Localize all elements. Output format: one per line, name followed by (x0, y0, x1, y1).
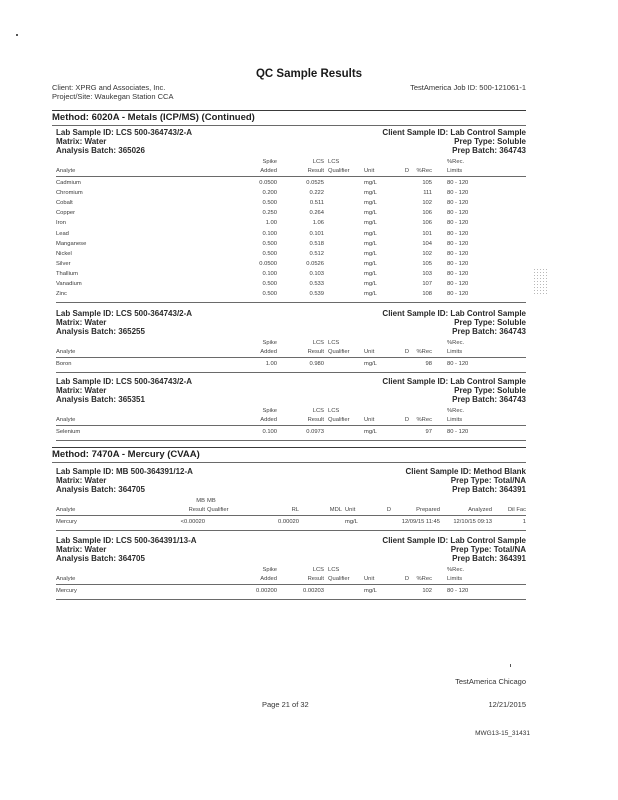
lab-sample-id: Lab Sample ID: LCS 500-364743/2-A (56, 309, 193, 318)
matrix: Matrix: Water (56, 386, 107, 395)
analyte-name: Chromium (56, 190, 83, 197)
table-cell: 80 - 120 (447, 190, 469, 197)
column-header: Spike (262, 567, 277, 573)
column-header: D (404, 417, 409, 423)
table-cell: 0.511 (309, 200, 324, 207)
column-header: Limits (447, 168, 463, 174)
analysis-batch: Analysis Batch: 365026 (56, 146, 145, 155)
analyte-name: Boron (56, 361, 72, 367)
prep-batch: Prep Batch: 364743 (452, 395, 526, 404)
page-title: QC Sample Results (255, 68, 363, 80)
column-header: D (404, 168, 409, 174)
table-cell: 106 (422, 220, 432, 227)
table-cell: 111 (423, 190, 432, 197)
table-cell: 12/09/15 11:45 (401, 519, 440, 525)
client-sample-id: Client Sample ID: Method Blank (405, 467, 526, 476)
column-header: Qualifier (328, 417, 350, 423)
column-header: LCS (312, 340, 324, 346)
column-header: D (404, 576, 409, 582)
table-cell: 0.200 (262, 190, 277, 197)
prep-batch: Prep Batch: 364391 (452, 554, 526, 563)
column-header: Dil Fac (507, 507, 526, 513)
table-cell: 0.00200 (256, 588, 277, 594)
analyte-name: Cobalt (56, 200, 73, 207)
column-header: Result (188, 507, 205, 513)
table-cell: mg/L (364, 220, 377, 227)
table-cell: 80 - 120 (447, 250, 469, 257)
table-cell: mg/L (364, 240, 377, 247)
table-cell: 80 - 120 (447, 210, 469, 217)
table-cell: 0.222 (309, 190, 324, 197)
table-cell: 105 (422, 260, 432, 267)
analyte-name: Zinc (56, 291, 67, 298)
column-header: %Rec. (447, 567, 465, 573)
table-cell: 0.512 (309, 250, 324, 257)
table-cell: 98 (425, 361, 432, 367)
scan-speck (16, 34, 18, 36)
table-cell: 103 (422, 270, 432, 277)
table-cell: <0.00020 (180, 519, 205, 525)
column-header: MB (207, 498, 216, 504)
column-header: %Rec. (447, 159, 465, 165)
column-header: Unit (364, 576, 375, 582)
table-cell: 0.500 (262, 281, 277, 287)
table-cell: 80 - 120 (447, 230, 469, 237)
table-cell: mg/L (364, 361, 377, 367)
table-cell: 0.0526 (306, 260, 324, 267)
table-cell: 106 (422, 210, 432, 217)
matrix: Matrix: Water (56, 545, 107, 554)
table-cell: 0.500 (262, 200, 277, 207)
rule-line (56, 357, 526, 358)
analyte-name: Nickel (56, 250, 72, 257)
column-header: Limits (447, 349, 463, 355)
analyte-name: Cadmium (56, 180, 81, 186)
column-header: D (404, 349, 409, 355)
column-header: Analyte (56, 417, 76, 423)
column-header: Unit (364, 349, 375, 355)
method-title: Method: 7470A - Mercury (CVAA) (52, 449, 200, 460)
column-header: Unit (345, 507, 356, 513)
analyte-name: Vanadium (56, 281, 82, 287)
analyte-name: Mercury (56, 588, 77, 594)
table-cell: mg/L (364, 291, 377, 298)
table-cell: 80 - 120 (447, 281, 469, 287)
table-cell: 80 - 120 (447, 180, 469, 186)
column-header: Analyte (56, 168, 76, 174)
method-title: Method: 6020A - Metals (ICP/MS) (Continued) (52, 112, 255, 123)
table-cell: 0.0525 (306, 180, 324, 186)
lab-name: TestAmerica Chicago (455, 677, 526, 686)
prep-type: Prep Type: Soluble (454, 137, 526, 146)
table-cell: 0.0973 (306, 429, 324, 435)
analyte-name: Iron (56, 220, 66, 227)
column-header: Qualifier (207, 507, 229, 513)
analyte-name: Mercury (56, 519, 77, 525)
client-sample-id: Client Sample ID: Lab Control Sample (382, 377, 526, 386)
matrix: Matrix: Water (56, 137, 107, 146)
table-cell: 1 (522, 519, 526, 525)
table-cell: 0.500 (262, 240, 277, 247)
table-cell: 0.250 (262, 210, 277, 217)
scan-speck (510, 664, 511, 667)
lab-sample-id: Lab Sample ID: MB 500-364391/12-A (56, 467, 193, 476)
table-cell: 0.00020 (278, 519, 299, 525)
table-cell: mg/L (364, 210, 377, 217)
column-header: Limits (447, 576, 463, 582)
table-cell: 0.103 (309, 270, 324, 277)
column-header: Spike (262, 408, 277, 414)
column-header: Added (260, 417, 277, 423)
table-cell: 80 - 120 (447, 429, 469, 435)
column-header: Analyte (56, 576, 76, 582)
column-header: Unit (364, 417, 375, 423)
table-cell: 1.00 (265, 361, 277, 367)
table-cell: mg/L (364, 270, 377, 277)
prep-type: Prep Type: Total/NA (450, 476, 526, 485)
column-header: Prepared (416, 507, 440, 513)
column-header: Qualifier (328, 168, 350, 174)
prep-batch: Prep Batch: 364391 (452, 485, 526, 494)
column-header: LCS (328, 567, 340, 573)
column-header: Analyzed (468, 507, 492, 513)
column-header: %Rec (416, 168, 432, 174)
rule-line (56, 302, 526, 303)
rule-line (56, 599, 526, 600)
column-header: Spike (262, 159, 277, 165)
analysis-batch: Analysis Batch: 364705 (56, 554, 145, 563)
prep-batch: Prep Batch: 364743 (452, 327, 526, 336)
table-cell: 0.0500 (259, 260, 277, 267)
matrix: Matrix: Water (56, 476, 107, 485)
analyte-name: Silver (56, 260, 71, 267)
prep-type: Prep Type: Soluble (454, 318, 526, 327)
table-cell: 80 - 120 (447, 260, 469, 267)
column-header: Spike (262, 340, 277, 346)
table-cell: mg/L (345, 519, 358, 525)
report-date: 12/21/2015 (488, 700, 526, 709)
table-cell: mg/L (364, 281, 377, 287)
column-header: Analyte (56, 349, 76, 355)
table-cell: 80 - 120 (447, 220, 469, 227)
table-cell: 0.980 (309, 361, 324, 367)
column-header: MDL (329, 507, 342, 513)
table-cell: 80 - 120 (447, 270, 469, 277)
column-header: Result (307, 576, 324, 582)
column-header: Added (260, 168, 277, 174)
rule-line (56, 530, 526, 531)
table-cell: mg/L (364, 230, 377, 237)
column-header: Result (307, 417, 324, 423)
analyte-name: Manganese (56, 240, 87, 247)
table-cell: 0.533 (309, 281, 324, 287)
analyte-name: Lead (56, 230, 69, 237)
rule-line (52, 462, 526, 463)
column-header: Limits (447, 417, 463, 423)
column-header: LCS (312, 408, 324, 414)
table-cell: 0.100 (262, 429, 277, 435)
table-cell: 80 - 120 (447, 200, 469, 207)
column-header: LCS (328, 159, 340, 165)
table-cell: 80 - 120 (447, 240, 469, 247)
client-sample-id: Client Sample ID: Lab Control Sample (382, 128, 526, 137)
table-cell: mg/L (364, 180, 377, 186)
rule-line (56, 372, 526, 373)
column-header: RL (291, 507, 299, 513)
column-header: %Rec. (447, 340, 465, 346)
column-header: Result (307, 349, 324, 355)
analysis-batch: Analysis Batch: 365255 (56, 327, 145, 336)
rule-line (56, 425, 526, 426)
table-cell: 80 - 120 (447, 588, 469, 594)
column-header: Result (307, 168, 324, 174)
analyte-name: Thallium (56, 270, 78, 277)
scan-artifact (533, 268, 547, 296)
lab-sample-id: Lab Sample ID: LCS 500-364743/2-A (56, 128, 193, 137)
table-cell: 0.539 (309, 291, 324, 298)
column-header: LCS (312, 159, 324, 165)
table-cell: 1.00 (265, 220, 277, 227)
column-header: LCS (328, 408, 340, 414)
column-header: %Rec (416, 417, 432, 423)
rule-line (52, 110, 526, 111)
column-header: Analyte (56, 507, 76, 513)
table-cell: 102 (422, 250, 432, 257)
table-cell: 102 (422, 200, 432, 207)
table-cell: mg/L (364, 588, 377, 594)
table-cell: 105 (422, 180, 432, 186)
table-cell: 0.101 (309, 230, 324, 237)
table-cell: 0.500 (262, 250, 277, 257)
table-cell: 101 (422, 230, 432, 237)
client-sample-id: Client Sample ID: Lab Control Sample (382, 309, 526, 318)
analyte-name: Selenium (56, 429, 81, 435)
table-cell: 0.100 (262, 270, 277, 277)
table-cell: 0.264 (309, 210, 324, 217)
prep-type: Prep Type: Total/NA (450, 545, 526, 554)
rule-line (52, 447, 526, 448)
analyte-name: Copper (56, 210, 76, 217)
table-cell: mg/L (364, 200, 377, 207)
table-cell: 104 (422, 240, 432, 247)
table-cell: 107 (422, 281, 432, 287)
lab-sample-id: Lab Sample ID: LCS 500-364743/2-A (56, 377, 193, 386)
analysis-batch: Analysis Batch: 364705 (56, 485, 145, 494)
table-cell: 12/10/15 09:13 (453, 519, 492, 525)
rule-line (56, 440, 526, 441)
table-cell: 80 - 120 (447, 361, 469, 367)
column-header: Added (260, 349, 277, 355)
rule-line (56, 584, 526, 585)
table-cell: 1.06 (312, 220, 324, 227)
rule-line (56, 515, 526, 516)
client-name: Client: XPRG and Associates, Inc. (52, 83, 166, 92)
column-header: %Rec (416, 349, 432, 355)
column-header: D (386, 507, 391, 513)
rule-line (52, 125, 526, 126)
column-header: Unit (364, 168, 375, 174)
project-site: Project/Site: Waukegan Station CCA (52, 92, 174, 101)
column-header: Qualifier (328, 576, 350, 582)
column-header: Qualifier (328, 349, 350, 355)
table-cell: 97 (425, 429, 432, 435)
job-id: TestAmerica Job ID: 500-121061-1 (410, 83, 526, 92)
analysis-batch: Analysis Batch: 365351 (56, 395, 145, 404)
lab-sample-id: Lab Sample ID: LCS 500-364391/13-A (56, 536, 197, 545)
client-sample-id: Client Sample ID: Lab Control Sample (382, 536, 526, 545)
table-cell: mg/L (364, 250, 377, 257)
table-cell: 80 - 120 (447, 291, 469, 298)
table-cell: 0.100 (262, 230, 277, 237)
table-cell: mg/L (364, 260, 377, 267)
document-id: MWG13-15_31431 (475, 730, 530, 737)
page-number: Page 21 of 32 (262, 700, 309, 709)
table-cell: mg/L (364, 429, 377, 435)
table-cell: 0.518 (309, 240, 324, 247)
matrix: Matrix: Water (56, 318, 107, 327)
column-header: %Rec (416, 576, 432, 582)
table-cell: 0.0500 (259, 180, 277, 186)
rule-line (56, 176, 526, 177)
column-header: MB (196, 498, 205, 504)
column-header: LCS (328, 340, 340, 346)
column-header: LCS (312, 567, 324, 573)
column-header: %Rec. (447, 408, 465, 414)
table-cell: 108 (422, 291, 432, 298)
table-cell: 0.500 (262, 291, 277, 298)
prep-batch: Prep Batch: 364743 (452, 146, 526, 155)
prep-type: Prep Type: Soluble (454, 386, 526, 395)
table-cell: 102 (422, 588, 432, 594)
column-header: Added (260, 576, 277, 582)
table-cell: mg/L (364, 190, 377, 197)
table-cell: 0.00203 (303, 588, 324, 594)
